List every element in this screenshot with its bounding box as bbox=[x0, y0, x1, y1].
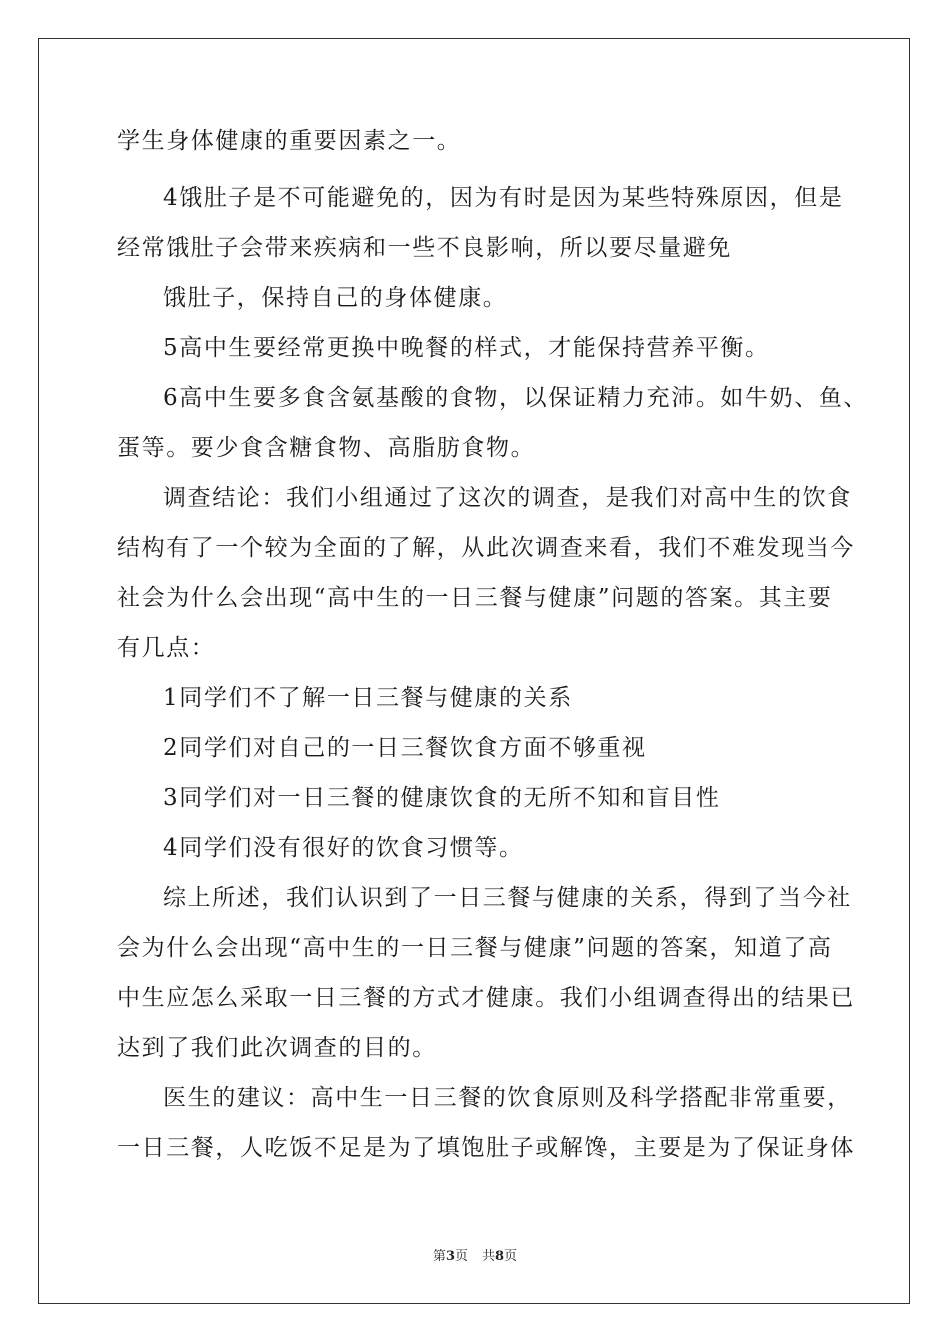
page-border bbox=[38, 38, 910, 1304]
text-line: 蛋等。要少食含糖食物、高脂肪食物。 bbox=[117, 435, 536, 461]
text-line: 会为什么会出现“高中生的一日三餐与健康”问题的答案，知道了高 bbox=[117, 935, 833, 961]
text-line: 医生的建议：高中生一日三餐的饮食原则及科学搭配非常重要， bbox=[163, 1085, 852, 1111]
page-footer bbox=[0, 1248, 950, 1266]
text-line: 2同学们对自己的一日三餐饮食方面不够重视 bbox=[163, 735, 647, 761]
text-line: 调查结论：我们小组通过了这次的调查，是我们对高中生的饮食 bbox=[163, 485, 852, 511]
text-line: 3同学们对一日三餐的健康饮食的无所不知和盲目性 bbox=[163, 785, 721, 811]
text-line: 一日三餐，人吃饭不足是为了填饱肚子或解馋，主要是为了保证身体 bbox=[117, 1135, 855, 1161]
text-line: 有几点： bbox=[117, 635, 216, 661]
text-line: 饿肚子，保持自己的身体健康。 bbox=[163, 285, 508, 311]
text-line: 4饿肚子是不可能避免的，因为有时是因为某些特殊原因，但是 bbox=[163, 185, 844, 211]
text-line: 6高中生要多食含氨基酸的食物，以保证精力充沛。如牛奶、鱼、 bbox=[163, 385, 869, 411]
text-line: 学生身体健康的重要因素之一。 bbox=[117, 128, 462, 154]
text-line: 社会为什么会出现“高中生的一日三餐与健康”问题的答案。其主要 bbox=[117, 585, 833, 611]
text-line: 达到了我们此次调查的目的。 bbox=[117, 1035, 437, 1061]
text-line: 1同学们不了解一日三餐与健康的关系 bbox=[163, 685, 573, 711]
text-line: 结构有了一个较为全面的了解，从此次调查来看，我们不难发现当今 bbox=[117, 535, 855, 561]
page-number: 第3页 bbox=[432, 1249, 468, 1264]
text-line: 5高中生要经常更换中晚餐的样式，才能保持营养平衡。 bbox=[163, 335, 770, 361]
text-line: 中生应怎么采取一日三餐的方式才健康。我们小组调查得出的结果已 bbox=[117, 985, 855, 1011]
text-line: 4同学们没有很好的饮食习惯等。 bbox=[163, 835, 524, 861]
text-line: 经常饿肚子会带来疾病和一些不良影响，所以要尽量避免 bbox=[117, 235, 732, 261]
text-line: 综上所述，我们认识到了一日三餐与健康的关系，得到了当今社 bbox=[163, 885, 852, 911]
page-total: 共8页 bbox=[482, 1249, 518, 1264]
